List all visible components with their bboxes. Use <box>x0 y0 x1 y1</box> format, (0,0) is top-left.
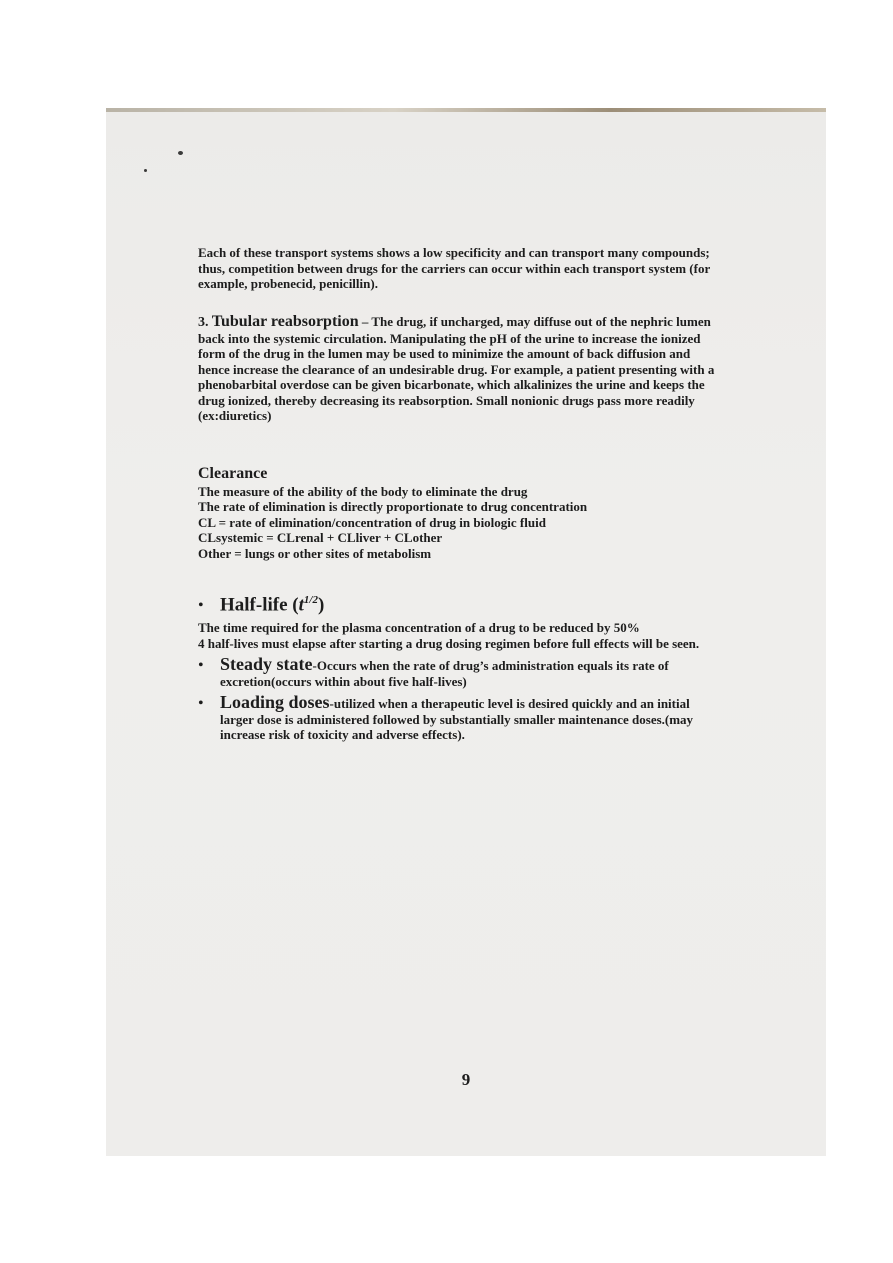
halflife-heading-row <box>198 594 718 616</box>
loading-doses-text: Loading doses-utilized when a therapeutic level is desired quickly and an initial larger dose is administered followed by substantially smaller maintenance doses.(may increase risk of toxicity and adverse effects). <box>220 692 694 743</box>
bullet-icon: • <box>198 657 204 675</box>
page-top-edge <box>106 108 826 112</box>
page-number: 9 <box>461 1070 471 1089</box>
halflife-title: Half-life $(t^{1/2})$ <box>220 594 325 616</box>
tubular-paragraph <box>198 314 718 424</box>
bullet-icon: • <box>198 695 204 713</box>
clearance-title: Clearance <box>198 465 268 482</box>
speck-mark <box>178 151 183 155</box>
loading-doses-heading: Loading doses <box>220 692 330 713</box>
section-number: 3. <box>198 315 209 330</box>
tubular-text: – The drug, if uncharged, may diffuse out of the nephric lumen back into the systemic circulation. Manipulating the pH of the urine to increase the ionized form of the drug in the lumen may be used to minimize the amount of back diffusion and hence increase the clearance of an undesirable drug. For example, a patient presenting with a phenobarbital overdose can be given bicarbonate, which alkalinizes the urine and keeps the drug ionized, thereby decreasing its reabsorption. Small nonionic drugs pass more readily (ex:diuretics) <box>198 314 715 423</box>
clearance-section <box>198 466 718 561</box>
intro-paragraph <box>198 245 718 292</box>
steady-state-text: Steady state-Occurs when the rate of drug’s administration equals its rate of excretion(occurs within about five half-lives) <box>220 654 669 689</box>
halflife-section <box>198 594 718 743</box>
scanned-page <box>106 108 826 1156</box>
bullet-icon: • <box>198 597 204 615</box>
speck-mark <box>144 169 147 172</box>
loading-doses-item <box>198 692 718 743</box>
intro-text: Each of these transport systems shows a low specificity and can transport many compounds; thus, competition between drugs for the carriers can occur within each transport system (for example, probenecid, penicillin). <box>198 245 710 291</box>
clearance-line: The rate of elimination is directly proportionate to drug concentration <box>198 499 588 514</box>
steady-state-item <box>198 654 718 689</box>
clearance-line: CL = rate of elimination/concentration of drug in biologic fluid <box>198 514 546 530</box>
steady-state-heading: Steady state <box>220 654 313 675</box>
tubular-heading: Tubular reabsorption <box>211 313 359 330</box>
halflife-line: The time required for the plasma concentration of a drug to be reduced by 50% <box>198 620 640 636</box>
clearance-line: The measure of the ability of the body to eliminate the drug <box>198 483 528 499</box>
tubular-reabsorption-section <box>198 314 718 424</box>
clearance-line: CLsystemic = CLrenal + CLliver + CLother <box>198 530 443 545</box>
halflife-line: 4 half-lives must elapse after starting a drug dosing regimen before full effects will be seen. <box>198 635 700 651</box>
clearance-line: Other = lungs or other sites of metabolism <box>198 545 432 561</box>
